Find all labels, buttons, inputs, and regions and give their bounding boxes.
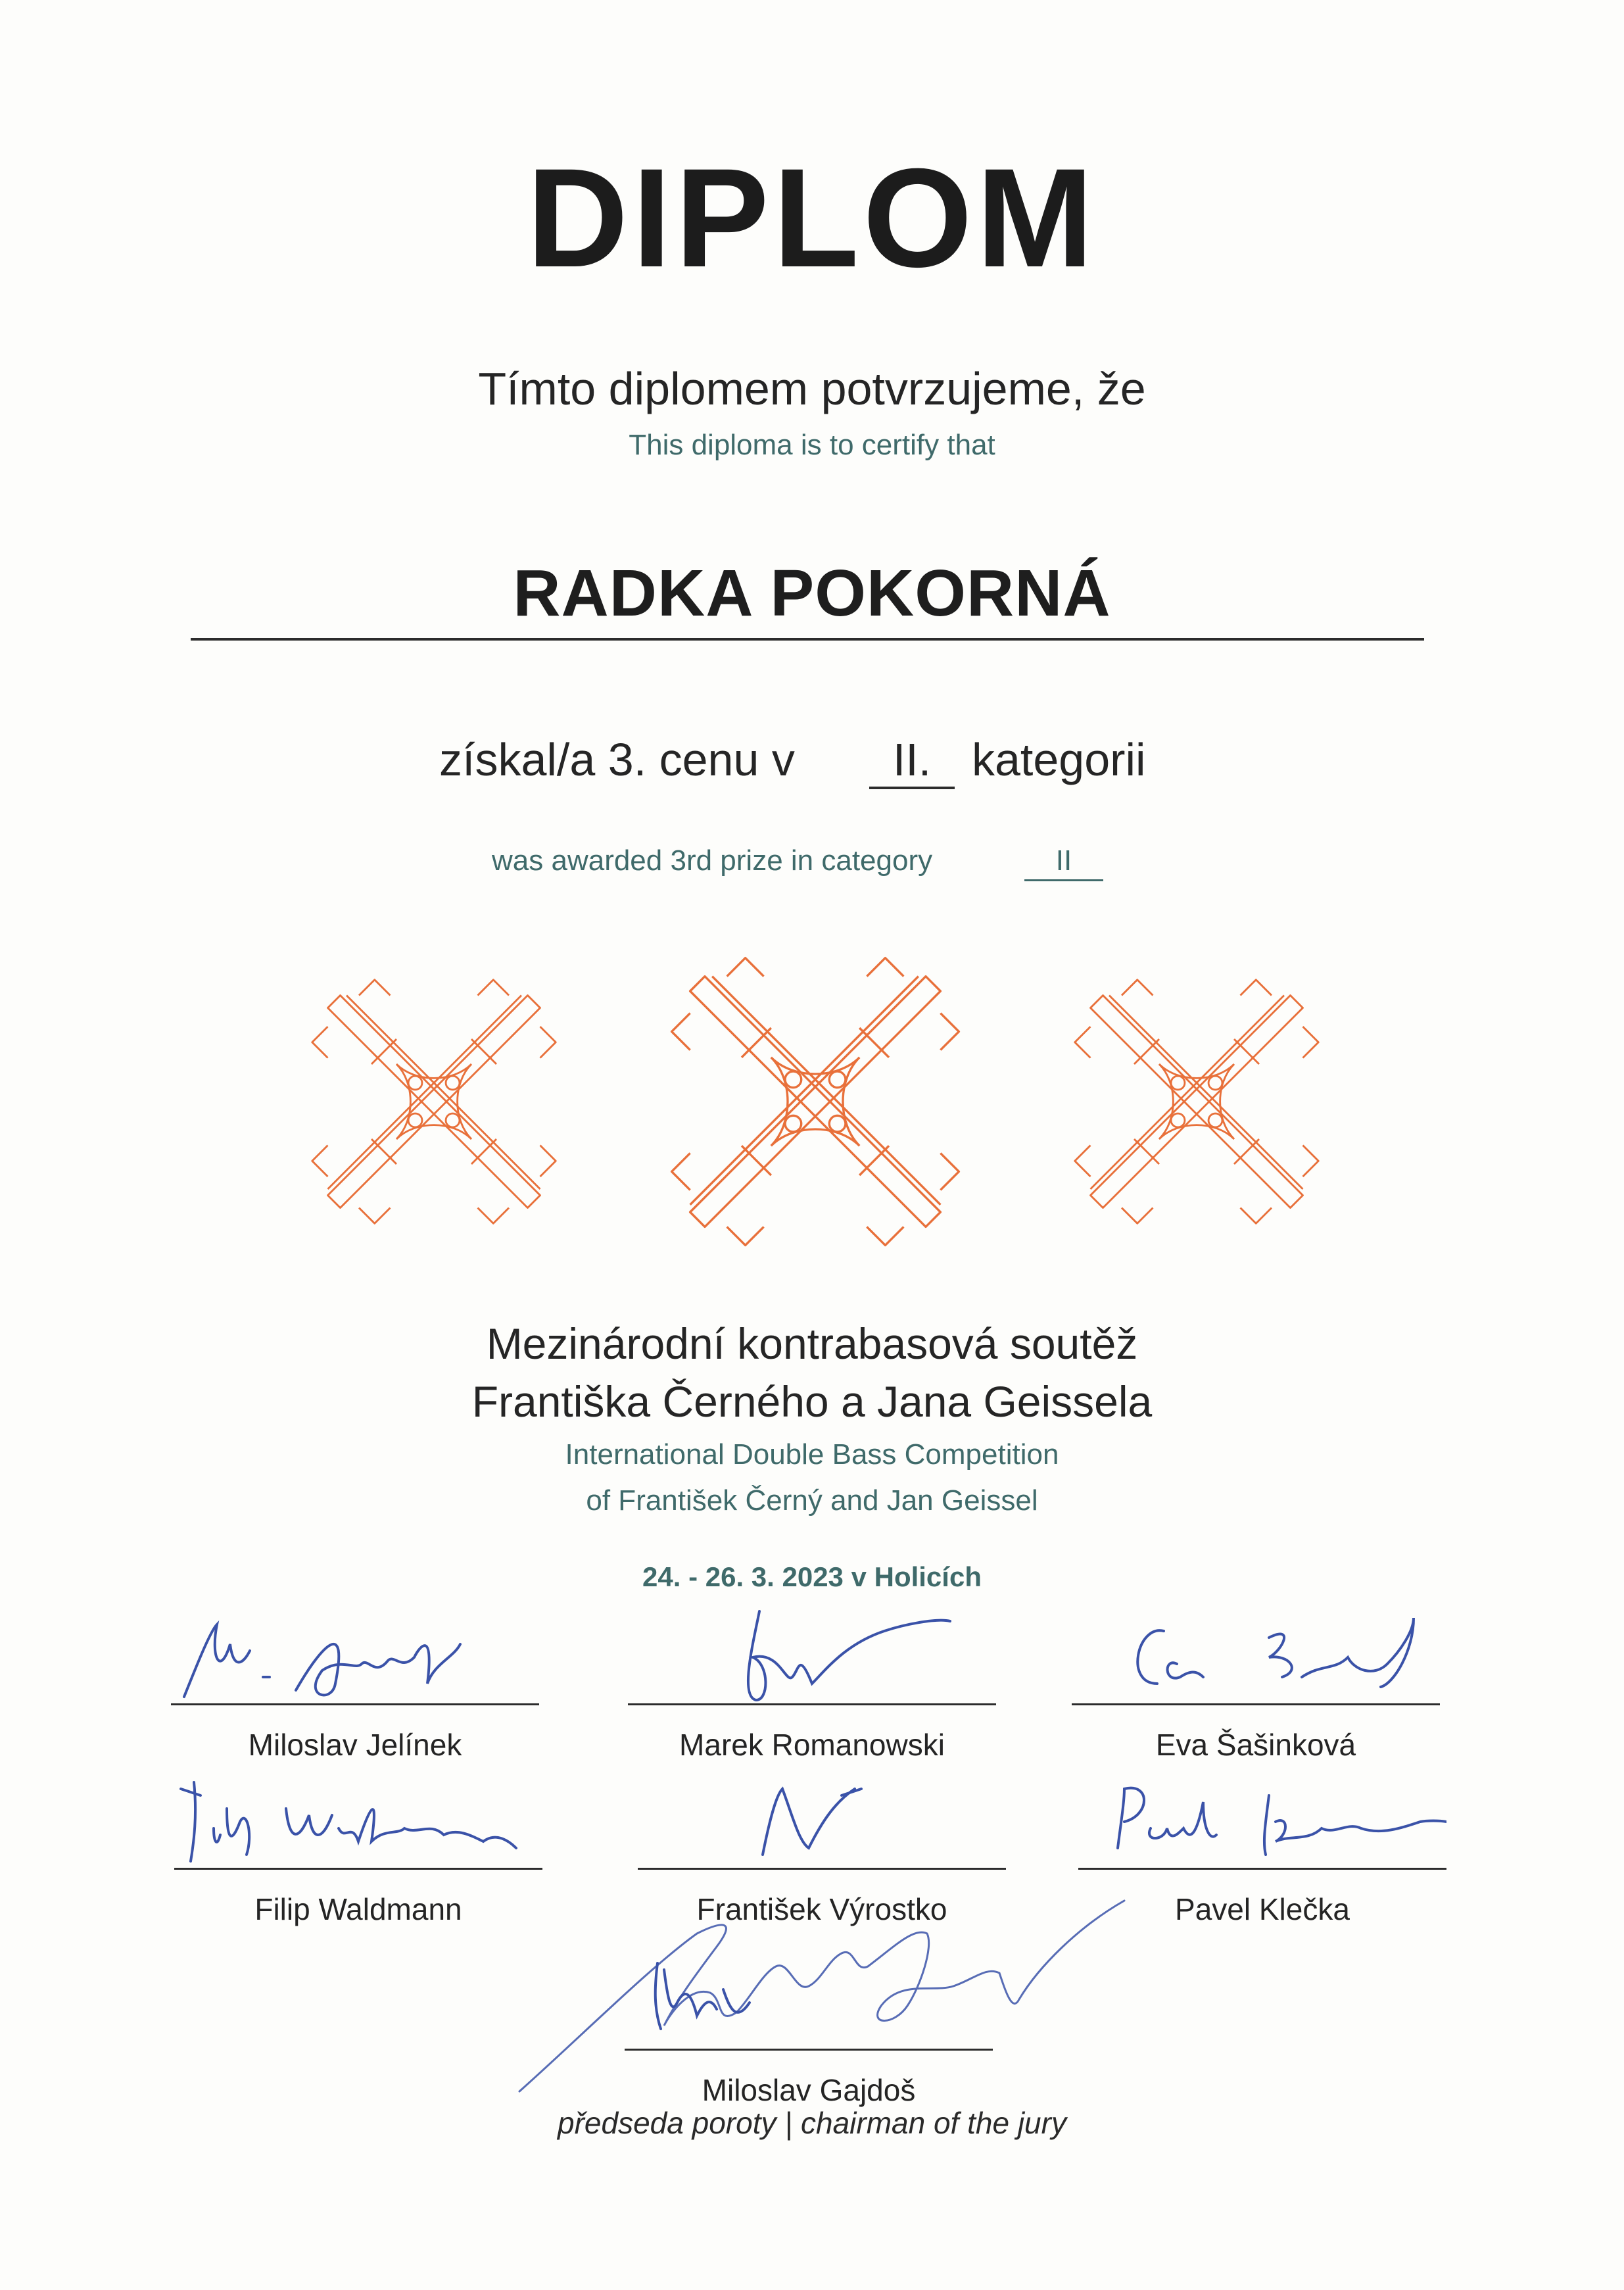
award-english-prefix: was awarded 3rd prize in category [492,844,933,877]
award-text-czech [0,734,1624,802]
signature-line-6 [1078,1868,1446,1870]
diploma-title: DIPLOM [526,139,1098,297]
jury-name-3: Eva Šašinková [1155,1728,1356,1762]
jury-name-2: Marek Romanowski [679,1728,945,1762]
signature-line-4 [174,1868,542,1870]
signature-line-3 [1072,1703,1440,1705]
signature-5 [638,1769,1006,1868]
jury-name-1: Miloslav Jelínek [248,1728,462,1762]
logo-ornament-center [672,958,959,1246]
award-czech-suffix: kategorii [972,734,1146,785]
signature-3 [1072,1605,1440,1703]
signature-line-2 [628,1703,996,1705]
competition-name-english-line2: of František Černý and Jan Geissel [586,1484,1038,1517]
recipient-name: RADKA POKORNÁ [513,556,1111,630]
competition-dates: 24. - 26. 3. 2023 v Holicích [642,1561,982,1592]
award-english-category: II [1024,846,1103,881]
certify-text-english: This diploma is to certify that [629,429,995,461]
competition-name-english-line1: International Double Bass Competition [565,1438,1059,1471]
chairman-role: předseda poroty | chairman of the jury [558,2106,1066,2140]
jury-name-4: Filip Waldmann [254,1892,462,1926]
signature-6 [1078,1769,1446,1868]
chairman-signature-flourish [500,1894,1131,2111]
signature-1 [171,1605,539,1703]
jury-name-7: Miloslav Gajdoš [702,2073,916,2107]
logo-ornament-right [1075,980,1319,1224]
award-czech-category: II. [869,737,955,789]
recipient-underline [191,638,1424,641]
award-text-english [0,846,1624,886]
signature-4 [174,1769,542,1868]
certify-text-czech: Tímto diplomem potvrzujeme, že [478,363,1146,414]
signature-line-1 [171,1703,539,1705]
jury-name-5: František Výrostko [696,1892,947,1926]
jury-name-6: Pavel Klečka [1175,1892,1350,1926]
competition-logo-ornaments [289,940,1341,1269]
award-czech-prefix: získal/a 3. cenu v [439,734,795,785]
competition-name-czech-line1: Mezinárodní kontrabasová soutěž [486,1319,1138,1368]
competition-name-czech-line2: Františka Černého a Jana Geissela [471,1377,1153,1426]
logo-ornament-left [312,980,556,1224]
signature-line-5 [638,1868,1006,1870]
signature-2 [628,1605,996,1703]
